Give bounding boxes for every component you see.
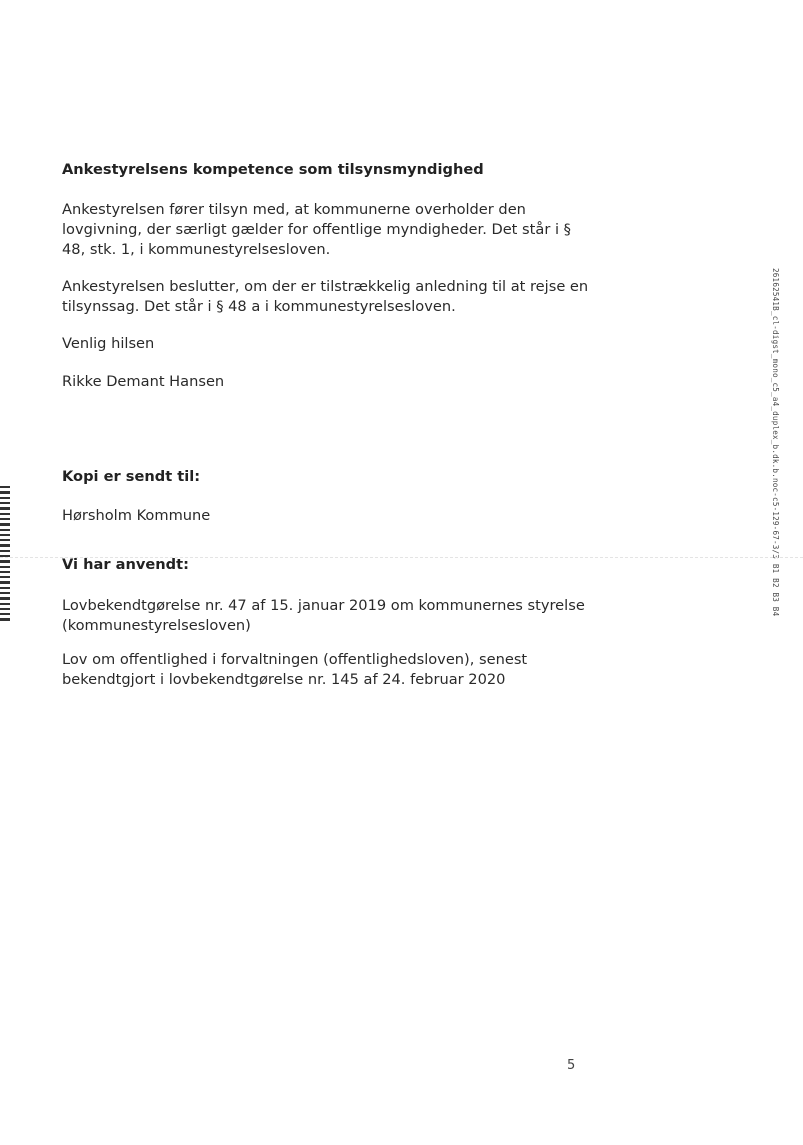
- applied-law-item: Lovbekendtgørelse nr. 47 af 15. januar 2019 om kommunernes styrelse (kommunestyrelsesloven): [62, 597, 585, 634]
- omr-barcode: [0, 486, 10, 622]
- paragraph-decision: Ankestyrelsen beslutter, om der er tilstrækkelig anledning til at rejse en tilsynssag. Det står i § 48 a i kommunestyrelsesloven.: [62, 278, 589, 315]
- print-control-code: 26162541B_cl-digst_mono_c5_a4_duplex_b.dk.b.noc-c5-129-67-3/3 B1 B2 B3 B4: [771, 268, 780, 617]
- signature-name: Rikke Demant Hansen: [62, 373, 225, 390]
- letter-body: [62, 160, 592, 690]
- copy-section-title: Kopi er sendt til:: [62, 468, 201, 485]
- applied-section-title: Vi har anvendt:: [62, 556, 189, 573]
- applied-law-item: Lov om offentlighed i forvaltningen (offentlighedsloven), senest bekendtgjort i lovbekendtgørelse nr. 145 af 24. februar 2020: [62, 651, 528, 688]
- fold-mark: [0, 557, 803, 559]
- copy-recipient: Hørsholm Kommune: [62, 507, 211, 524]
- section-title: Ankestyrelsens kompetence som tilsynsmyndighed: [62, 161, 484, 178]
- closing-greeting: Venlig hilsen: [62, 335, 155, 352]
- page-number: 5: [567, 1058, 576, 1073]
- paragraph-supervision: Ankestyrelsen fører tilsyn med, at kommunerne overholder den lovgivning, der særligt gælder for offentlige myndigheder. Det står i § 48, stk. 1, i kommunestyrelsesloven.: [62, 201, 571, 258]
